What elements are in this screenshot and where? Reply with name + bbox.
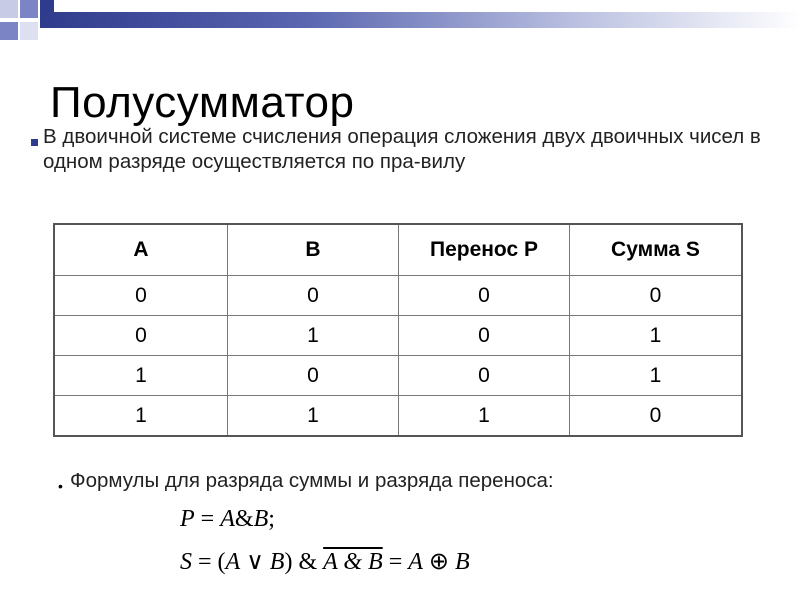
formula-symbol: & <box>234 506 254 532</box>
table-cell: 1 <box>570 316 743 356</box>
table-cell: 0 <box>570 396 743 437</box>
table-cell: 0 <box>570 276 743 316</box>
formula-symbol: ; <box>268 506 275 532</box>
decor-square <box>20 22 38 40</box>
formula-symbol: = <box>198 549 212 575</box>
decor-square <box>0 22 18 40</box>
table-cell: 0 <box>228 356 399 396</box>
header-gradient-band <box>40 12 800 28</box>
bullet-square-icon <box>31 139 38 146</box>
table-cell: 0 <box>228 276 399 316</box>
table-cell: 1 <box>399 396 570 437</box>
formula-symbol: B <box>455 549 470 575</box>
formula-symbol: S <box>180 549 192 575</box>
table-cell: 1 <box>228 396 399 437</box>
table-row <box>54 356 742 396</box>
formula-symbol: B <box>253 506 269 532</box>
table-header-row <box>54 224 742 276</box>
formula-symbol: ∨ <box>246 549 264 575</box>
formula-symbol: ( <box>217 549 226 575</box>
table-cell: 1 <box>54 356 228 396</box>
column-header-sum: Сумма S <box>570 224 743 276</box>
table-row <box>54 276 742 316</box>
formulas-label: Формулы для разряда суммы и разряда переноса: <box>70 469 554 492</box>
intro-text: В двоичной системе счисления операция сложения двух двоичных чисел в одном разряде осуществляется по пра-вилу <box>43 125 761 173</box>
table-cell: 0 <box>54 316 228 356</box>
sum-formula <box>180 547 470 576</box>
formula-symbol: A <box>225 549 241 575</box>
formula-symbol: A <box>408 549 423 575</box>
table-row <box>54 396 742 437</box>
column-header-a: A <box>54 224 228 276</box>
truth-table <box>53 223 743 437</box>
formula-symbol: = <box>200 506 215 532</box>
decor-square <box>20 0 38 18</box>
table-cell: 0 <box>399 356 570 396</box>
table-row <box>54 316 742 356</box>
slide-title: Полусумматор <box>50 78 355 127</box>
formula-symbol: & <box>298 549 318 575</box>
carry-formula <box>180 506 275 533</box>
formula-symbol: = <box>388 549 403 575</box>
formula-symbol: A <box>220 506 235 532</box>
formula-symbol: P <box>180 506 195 532</box>
table-cell: 0 <box>399 316 570 356</box>
table-cell: 0 <box>399 276 570 316</box>
decor-square <box>0 0 18 18</box>
table-cell: 0 <box>54 276 228 316</box>
table-cell: 1 <box>228 316 399 356</box>
table-cell: 1 <box>54 396 228 437</box>
decor-square <box>40 0 54 12</box>
negated-term: A & B <box>323 549 383 575</box>
xor-symbol: ⊕ <box>428 549 450 575</box>
bullet-dot-icon: • <box>58 478 63 494</box>
formula-symbol: ) <box>284 549 293 575</box>
column-header-carry: Перенос P <box>399 224 570 276</box>
table-cell: 1 <box>570 356 743 396</box>
column-header-b: B <box>228 224 399 276</box>
formula-symbol: B <box>269 549 285 575</box>
